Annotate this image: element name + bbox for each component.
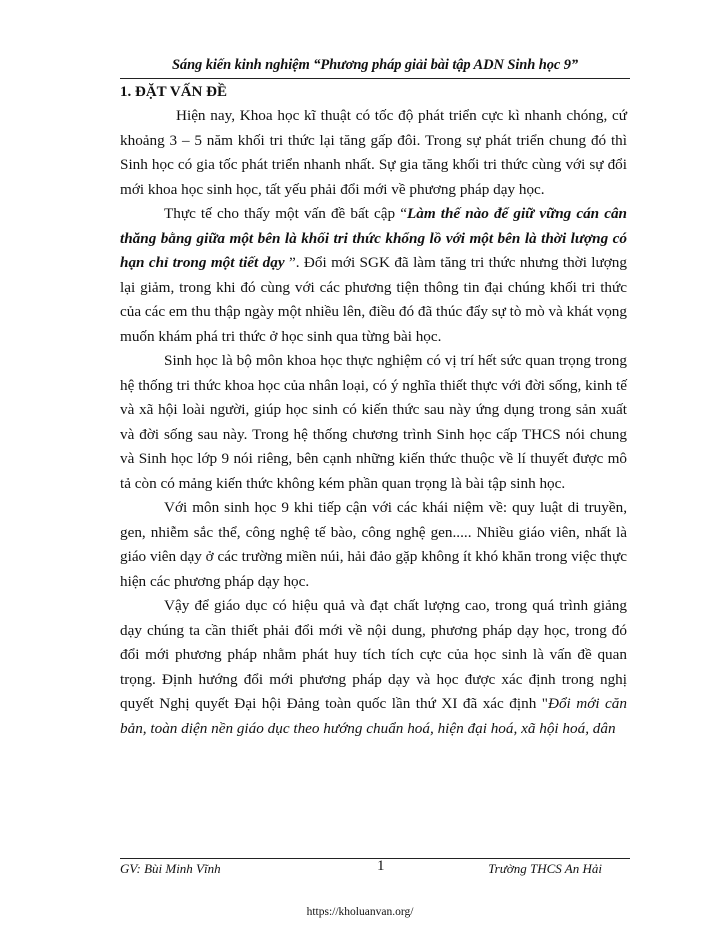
paragraph-5-quote: Đổi mới căn bản, toàn diện nền giáo dục theo hướng chuẩn hoá, hiện đại hoá, xã hội hoá, dân (120, 695, 627, 737)
document-header: Sáng kiến kinh nghiệm “Phương pháp giải bài tập ADN Sinh học 9” (171, 57, 579, 73)
paragraph-2 (120, 202, 627, 349)
paragraph-3: Sinh học là bộ môn khoa học thực nghiệm có vị trí hết sức quan trọng trong hệ thống tri thức khoa học của nhân loại, có ý nghĩa thiết thực với đời sống, kinh tế và xã hội loài người, giúp học sinh có kiến thức sau này ứng dụng trong sản xuất và đời sống sau này. Trong hệ thống chương trình Sinh học cấp THCS nói chung và Sinh học lớp 9 nói riêng, bên cạnh những kiến thức thuộc về lí thuyết được mô tả còn có mảng kiến thức không kém phần quan trọng là bài tập sinh học. (120, 352, 627, 492)
paragraph-2-rest: ”. Đổi mới SGK đã làm tăng tri thức nhưng thời lượng lại giảm, trong khi đó cùng với các phương tiện thông tin đại chúng khối tri thức của các em thu thập ngày một nhiều lên, điều đó đã thúc đẩy sự tò mò và khát vọng muốn khám phá tri thức ở học sinh qua từng bài học. (120, 254, 627, 345)
paragraph-4: Với môn sinh học 9 khi tiếp cận với các khái niệm về: quy luật di truyền, gen, nhiễm sắc thể, công nghệ tế bào, công nghệ gen..... Nhiều giáo viên, nhất là giáo viên dạy ở các trường miền núi, hải đảo gặp không ít khó khăn trong việc thực hiện các phương pháp dạy học. (120, 499, 627, 590)
page-number: 1 (377, 858, 385, 874)
paragraph-2-lead: Thực tế cho thấy một vấn đề bất cập “ (164, 205, 407, 222)
footer-author: GV: Bùi Minh Vĩnh (120, 861, 221, 876)
paragraph-1: Hiện nay, Khoa học kĩ thuật có tốc độ phát triển cực kì nhanh chóng, cứ khoảng 3 – 5 năm khối tri thức lại tăng gấp đôi. Trong sự phát triển chung đó thì Sinh học có gia tốc phát triển nhanh nhất. Sự gia tăng khối tri thức cùng với sự đổi mới khoa học sinh học, tất yếu phải đổi mới về phương pháp dạy học. (120, 107, 627, 198)
paragraph-2-emphasis: Làm thế nào để giữ vững cán cân thăng bằng giữa một bên là khối tri thức khổng lồ với một bên là thời lượng có hạn chỉ trong một tiết dạy (120, 205, 627, 271)
source-url-link[interactable]: https://kholuanvan.org/ (306, 906, 414, 918)
footer-school: Trường THCS An Hải (488, 861, 602, 876)
header-rule (120, 78, 630, 79)
document-body (120, 104, 627, 741)
paragraph-5-lead: Vậy để giáo dục có hiệu quả và đạt chất lượng cao, trong quá trình giảng dạy chúng ta cần thiết phải đổi mới về nội dung, phương pháp dạy học, trong đó đổi mới phương pháp nhằm phát huy tích tích cực của học sinh là vấn đề quan trọng. Định hướng đổi mới phương pháp dạy và học được xác định trong nghị quyết Nghị quyết Đại hội Đảng toàn quốc lần thứ XI đã xác định " (120, 597, 627, 712)
section-title: 1. ĐẶT VẤN ĐỀ (120, 84, 227, 100)
paragraph-5 (120, 594, 627, 741)
footer-rule (120, 858, 630, 859)
